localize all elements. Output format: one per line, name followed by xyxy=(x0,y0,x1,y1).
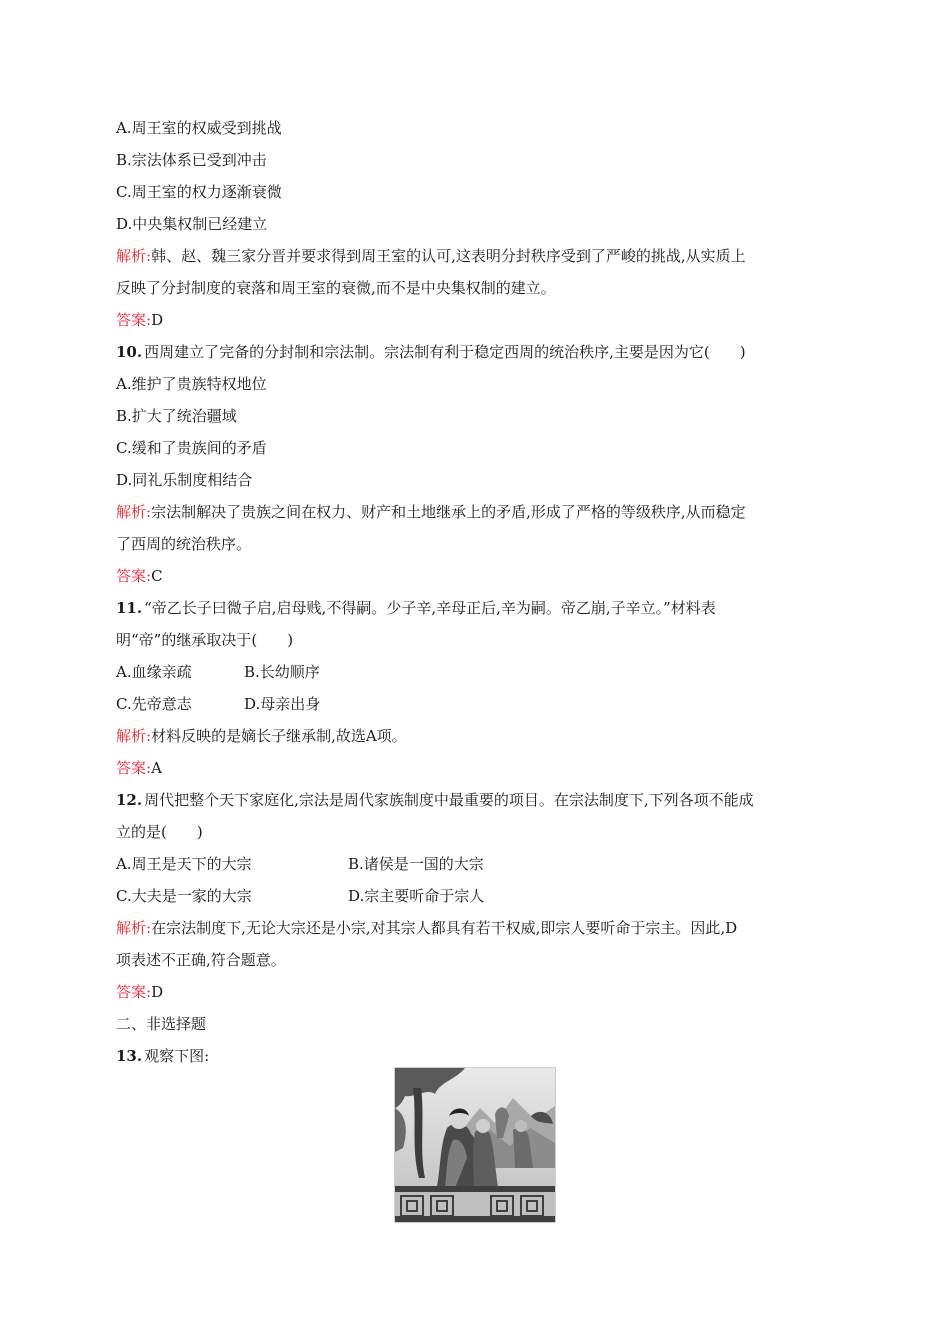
q10-option-a: A.维护了贵族特权地位 xyxy=(116,375,267,393)
answer-label: 答案: xyxy=(116,759,152,777)
q11-answer xyxy=(116,752,836,784)
answer-value: D xyxy=(151,311,164,329)
q11-option-d: D.母亲出身 xyxy=(244,695,321,713)
q11-options-row1 xyxy=(116,656,836,688)
q9-option-a: A.周王室的权威受到挑战 xyxy=(116,119,282,137)
q9-option-d: D.中央集权制已经建立 xyxy=(116,215,268,233)
q12-stem-cont: 立的是( ) xyxy=(116,823,203,841)
q12-option-d: D.宗主要听命于宗人 xyxy=(348,887,485,905)
q11-stem xyxy=(116,592,836,624)
q12-analysis xyxy=(116,912,836,944)
q11-options-row2 xyxy=(116,688,836,720)
q10-option-c: C.缓和了贵族间的矛盾 xyxy=(116,439,267,457)
question-stem: 西周建立了完备的分封制和宗法制。宗法制有利于稳定西周的统治秩序,主要是因为它( ) xyxy=(144,343,746,361)
question-number: 10. xyxy=(116,343,143,361)
q10-option-d: D.同礼乐制度相结合 xyxy=(116,471,253,489)
q12-stem xyxy=(116,784,836,816)
analysis-label: 解析: xyxy=(116,919,152,937)
q12-options-row2 xyxy=(116,880,836,912)
question-stem: 周代把整个天下家庭化,宗法是周代家族制度中最重要的项目。在宗法制度下,下列各项不能成 xyxy=(144,791,754,809)
answer-label: 答案: xyxy=(116,567,152,585)
answer-value: C xyxy=(151,567,163,585)
q11-stem-cont: 明“帝”的继承取决于( ) xyxy=(116,631,294,649)
answer-value: D xyxy=(151,983,164,1001)
question-number: 13. xyxy=(116,1047,143,1065)
q11-option-b: B.长幼顺序 xyxy=(244,663,320,681)
section-title: 二、非选择题 xyxy=(116,1015,207,1033)
q13-illustration xyxy=(394,1067,556,1223)
answer-label: 答案: xyxy=(116,311,152,329)
q10-stem xyxy=(116,336,836,368)
answer-value: A xyxy=(151,759,162,777)
analysis-text: 宗法制解决了贵族之间在权力、财产和土地继承上的矛盾,形成了严格的等级秩序,从而稳定 xyxy=(151,503,746,521)
q12-option-b: B.诸侯是一国的大宗 xyxy=(348,855,484,873)
q9-option-c: C.周王室的权力逐渐衰微 xyxy=(116,183,282,201)
analysis-text: 在宗法制度下,无论大宗还是小宗,对其宗人都具有若干权威,即宗人要听命于宗主。因此,D xyxy=(151,919,738,937)
analysis-label: 解析: xyxy=(116,503,152,521)
q9-analysis xyxy=(116,240,836,272)
q10-option-b: B.扩大了统治疆域 xyxy=(116,407,237,425)
q12-option-c: C.大夫是一家的大宗 xyxy=(116,887,252,905)
analysis-text: 材料反映的是嫡长子继承制,故选A项。 xyxy=(151,727,407,745)
q11-analysis xyxy=(116,720,836,752)
illustration-image xyxy=(395,1068,555,1222)
q12-analysis-cont: 项表述不正确,符合题意。 xyxy=(116,951,286,969)
q11-option-c: C.先帝意志 xyxy=(116,695,192,713)
q10-answer xyxy=(116,560,836,592)
document-body xyxy=(116,112,836,1072)
answer-label: 答案: xyxy=(116,983,152,1001)
q12-answer xyxy=(116,976,836,1008)
q9-analysis-cont: 反映了分封制度的衰落和周王室的衰微,而不是中央集权制的建立。 xyxy=(116,279,556,297)
question-number: 12. xyxy=(116,791,143,809)
q11-option-a: A.血缘亲疏 xyxy=(116,663,192,681)
analysis-text: 韩、赵、魏三家分晋并要求得到周王室的认可,这表明分封秩序受到了严峻的挑战,从实质上 xyxy=(151,247,746,265)
q10-analysis xyxy=(116,496,836,528)
q9-answer xyxy=(116,304,836,336)
analysis-label: 解析: xyxy=(116,727,152,745)
question-stem: “帝乙长子曰微子启,启母贱,不得嗣。少子辛,辛母正后,辛为嗣。帝乙崩,子辛立。”材料表 xyxy=(144,599,716,617)
analysis-label: 解析: xyxy=(116,247,152,265)
q12-options-row1 xyxy=(116,848,836,880)
question-number: 11. xyxy=(116,599,143,617)
q12-option-a: A.周王是天下的大宗 xyxy=(116,855,252,873)
question-stem: 观察下图: xyxy=(144,1047,210,1065)
q10-analysis-cont: 了西周的统治秩序。 xyxy=(116,535,252,553)
q9-option-b: B.宗法体系已受到冲击 xyxy=(116,151,267,169)
